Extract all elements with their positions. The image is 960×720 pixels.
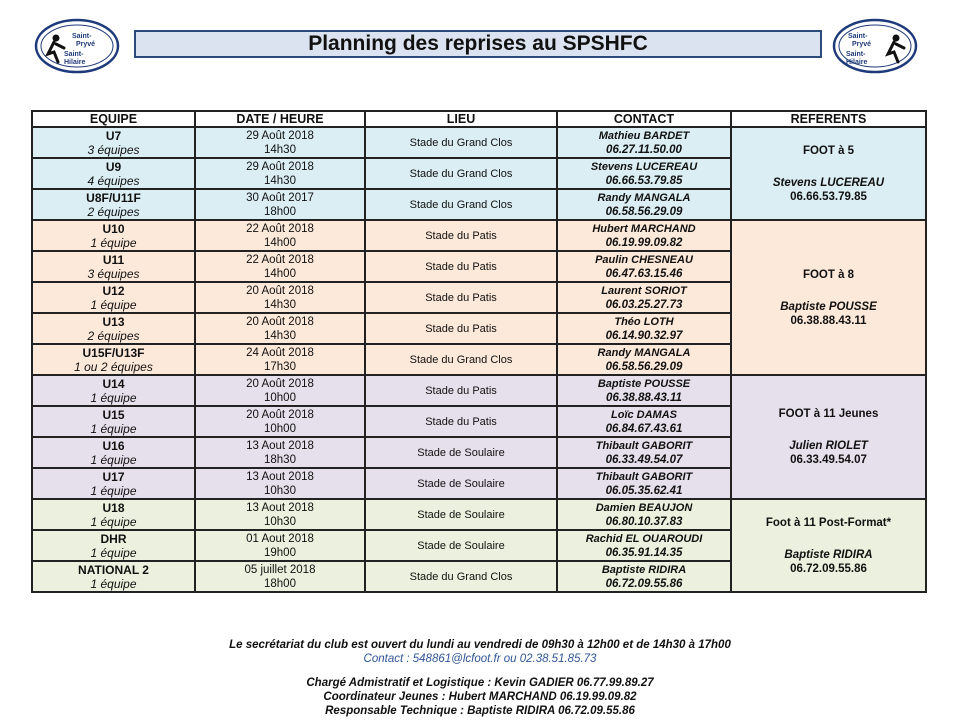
lieu-cell: Stade du Grand Clos bbox=[365, 189, 557, 220]
date-cell bbox=[195, 530, 365, 561]
lieu-cell: Stade du Patis bbox=[365, 313, 557, 344]
office-hours: Le secrétariat du club est ouvert du lundi au vendredi de 09h30 à 12h00 et de 14h30 à 17h00 bbox=[229, 639, 731, 651]
lieu-cell: Stade du Grand Clos bbox=[365, 127, 557, 158]
team-count: 1 équipe bbox=[90, 421, 137, 436]
lieu-cell: Stade de Soulaire bbox=[365, 468, 557, 499]
date: 20 Août 2018 bbox=[246, 408, 314, 421]
contact-name: Randy MANGALA bbox=[597, 191, 691, 204]
svg-text:Pryvé: Pryvé bbox=[852, 41, 872, 48]
time: 18h00 bbox=[264, 205, 296, 218]
time: 18h30 bbox=[264, 453, 296, 466]
lieu-cell: Stade de Soulaire bbox=[365, 530, 557, 561]
date: 29 Août 2018 bbox=[246, 160, 314, 173]
team-cell bbox=[32, 344, 195, 375]
contact-name: Rachid EL OUAROUDI bbox=[585, 532, 703, 545]
team-name: U18 bbox=[102, 500, 125, 515]
referent-phone: 06.38.88.43.11 bbox=[790, 314, 867, 327]
contact-cell bbox=[557, 282, 731, 313]
header-date: DATE / HEURE bbox=[195, 111, 365, 127]
contact-phone: 06.33.49.54.07 bbox=[605, 453, 683, 466]
contact-cell bbox=[557, 127, 731, 158]
team-name: U12 bbox=[102, 283, 125, 298]
svg-text:Saint-: Saint- bbox=[64, 51, 84, 58]
contact-phone: 06.35.91.14.35 bbox=[605, 546, 683, 559]
team-name: U15F/U13F bbox=[82, 345, 145, 360]
date-cell bbox=[195, 158, 365, 189]
contact-cell bbox=[557, 561, 731, 592]
referent-name: Baptiste POUSSE bbox=[780, 300, 877, 313]
referent-name: Julien RIOLET bbox=[789, 440, 868, 452]
lieu-cell: Stade du Patis bbox=[365, 375, 557, 406]
time: 14h00 bbox=[264, 267, 296, 280]
referent-category: FOOT à 8 bbox=[802, 268, 855, 281]
team-name: U7 bbox=[105, 128, 122, 143]
contact-name: Paulin CHESNEAU bbox=[595, 253, 693, 266]
svg-text:Saint-: Saint- bbox=[848, 33, 868, 40]
contact-cell bbox=[557, 530, 731, 561]
time: 14h30 bbox=[264, 298, 296, 311]
contact-cell bbox=[557, 189, 731, 220]
contact-name: Mathieu BARDET bbox=[598, 129, 690, 142]
time: 10h00 bbox=[264, 391, 296, 404]
date-cell bbox=[195, 499, 365, 530]
time: 10h30 bbox=[264, 484, 296, 497]
referent-name: Baptiste RIDIRA bbox=[784, 548, 873, 561]
team-name: NATIONAL 2 bbox=[78, 562, 149, 577]
date-cell bbox=[195, 468, 365, 499]
referent-category: FOOT à 5 bbox=[802, 144, 855, 157]
team-cell bbox=[32, 499, 195, 530]
contact-phone: 06.80.10.37.83 bbox=[605, 515, 683, 528]
team-cell bbox=[32, 437, 195, 468]
team-count: 1 équipe bbox=[90, 514, 137, 529]
time: 10h30 bbox=[264, 515, 296, 528]
date: 20 Août 2018 bbox=[246, 284, 314, 297]
date: 29 Août 2018 bbox=[246, 129, 314, 142]
date: 30 Août 2017 bbox=[246, 191, 314, 204]
club-logo-right bbox=[832, 18, 918, 74]
date: 20 Août 2018 bbox=[246, 315, 314, 328]
team-cell bbox=[32, 189, 195, 220]
date: 13 Aout 2018 bbox=[246, 501, 314, 514]
contact-phone: 06.27.11.50.00 bbox=[606, 143, 682, 156]
date: 24 Août 2018 bbox=[246, 346, 314, 359]
table-row bbox=[32, 375, 926, 406]
team-count: 1 ou 2 équipes bbox=[74, 359, 153, 374]
referent-cell bbox=[731, 220, 926, 375]
contact-cell bbox=[557, 158, 731, 189]
contact-cell bbox=[557, 375, 731, 406]
time: 14h30 bbox=[264, 143, 296, 156]
contact-cell bbox=[557, 468, 731, 499]
team-count: 2 équipes bbox=[87, 204, 140, 219]
date: 22 Août 2018 bbox=[246, 222, 314, 235]
team-name: U9 bbox=[105, 159, 122, 174]
contact-cell bbox=[557, 406, 731, 437]
date: 05 juillet 2018 bbox=[244, 563, 316, 576]
date-cell bbox=[195, 282, 365, 313]
contact-cell bbox=[557, 313, 731, 344]
date-cell bbox=[195, 189, 365, 220]
header-equipe: EQUIPE bbox=[32, 111, 195, 127]
team-count: 1 équipe bbox=[90, 452, 137, 467]
svg-text:Hilaire: Hilaire bbox=[64, 59, 86, 66]
contact-phone: 06.05.35.62.41 bbox=[605, 484, 683, 497]
contact-line: Contact : 548861@lcfoot.fr ou 02.38.51.85.73 bbox=[363, 653, 597, 665]
team-count: 3 équipes bbox=[87, 142, 140, 157]
header-contact: CONTACT bbox=[557, 111, 731, 127]
team-cell bbox=[32, 468, 195, 499]
date-cell bbox=[195, 406, 365, 437]
svg-text:Hilaire: Hilaire bbox=[846, 59, 868, 66]
contact-name: Thibault GABORIT bbox=[595, 470, 693, 483]
lieu-cell: Stade du Patis bbox=[365, 251, 557, 282]
contact-name: Théo LOTH bbox=[614, 315, 674, 328]
contact-cell bbox=[557, 220, 731, 251]
team-name: U11 bbox=[102, 252, 125, 267]
team-name: U10 bbox=[102, 221, 125, 236]
lieu-cell: Stade du Patis bbox=[365, 406, 557, 437]
team-cell bbox=[32, 220, 195, 251]
contact-phone: 06.14.90.32.97 bbox=[605, 329, 683, 342]
lieu-cell: Stade du Patis bbox=[365, 220, 557, 251]
date-cell bbox=[195, 344, 365, 375]
team-cell bbox=[32, 530, 195, 561]
contact-phone: 06.58.56.29.09 bbox=[605, 360, 683, 373]
date-cell bbox=[195, 251, 365, 282]
referent-name: Stevens LUCEREAU bbox=[772, 176, 885, 189]
referent-category: Foot à 11 Post-Format* bbox=[765, 516, 892, 529]
svg-text:Pryvé: Pryvé bbox=[76, 41, 96, 48]
team-name: U13 bbox=[102, 314, 125, 329]
team-cell bbox=[32, 251, 195, 282]
header-lieu: LIEU bbox=[365, 111, 557, 127]
date-cell bbox=[195, 375, 365, 406]
date: 22 Août 2018 bbox=[246, 253, 314, 266]
club-logo-left bbox=[34, 18, 120, 74]
team-count: 1 équipe bbox=[90, 545, 137, 560]
team-count: 3 équipes bbox=[87, 266, 140, 281]
contact-name: Thibault GABORIT bbox=[595, 439, 693, 452]
team-name: DHR bbox=[100, 531, 127, 546]
header-row bbox=[32, 111, 926, 127]
time: 18h00 bbox=[264, 577, 296, 590]
table-row bbox=[32, 499, 926, 530]
lieu-cell: Stade du Grand Clos bbox=[365, 561, 557, 592]
team-cell bbox=[32, 313, 195, 344]
contact-name: Hubert MARCHAND bbox=[592, 222, 696, 235]
team-cell bbox=[32, 127, 195, 158]
contact-cell bbox=[557, 437, 731, 468]
team-cell bbox=[32, 406, 195, 437]
team-cell bbox=[32, 282, 195, 313]
contact-name: Stevens LUCEREAU bbox=[590, 160, 698, 173]
contact-cell bbox=[557, 344, 731, 375]
date-cell bbox=[195, 313, 365, 344]
lieu-cell: Stade du Grand Clos bbox=[365, 158, 557, 189]
team-count: 1 équipe bbox=[90, 483, 137, 498]
referent-cell bbox=[731, 375, 926, 499]
contact-phone: 06.72.09.55.86 bbox=[605, 577, 683, 590]
contact-name: Randy MANGALA bbox=[597, 346, 691, 359]
referent-phone: 06.66.53.79.85 bbox=[790, 190, 867, 203]
team-count: 1 équipe bbox=[90, 235, 137, 250]
date-cell bbox=[195, 127, 365, 158]
referent-phone: 06.33.49.54.07 bbox=[790, 454, 867, 466]
referent-category: FOOT à 11 Jeunes bbox=[778, 408, 879, 420]
team-name: U14 bbox=[102, 376, 125, 391]
time: 14h00 bbox=[264, 236, 296, 249]
time: 10h00 bbox=[264, 422, 296, 435]
team-cell bbox=[32, 158, 195, 189]
svg-text:Saint-: Saint- bbox=[72, 33, 92, 40]
referent-cell bbox=[731, 127, 926, 220]
referent-cell bbox=[731, 499, 926, 592]
contact-phone: 06.47.63.15.46 bbox=[605, 267, 683, 280]
contact-phone: 06.66.53.79.85 bbox=[605, 174, 683, 187]
contact-phone: 06.58.56.29.09 bbox=[605, 205, 683, 218]
contact-phone: 06.03.25.27.73 bbox=[605, 298, 683, 311]
contact-name: Loïc DAMAS bbox=[611, 408, 677, 421]
team-count: 4 équipes bbox=[87, 173, 140, 188]
table-row bbox=[32, 127, 926, 158]
header-referents: REFERENTS bbox=[731, 111, 926, 127]
team-name: U15 bbox=[102, 407, 125, 422]
team-count: 2 équipes bbox=[87, 328, 140, 343]
lieu-cell: Stade du Patis bbox=[365, 282, 557, 313]
contact-cell bbox=[557, 499, 731, 530]
lieu-cell: Stade du Grand Clos bbox=[365, 344, 557, 375]
youth-coordinator: Coordinateur Jeunes : Hubert MARCHAND 06.19.99.09.82 bbox=[323, 691, 637, 703]
date: 13 Aout 2018 bbox=[246, 470, 314, 483]
team-name: U16 bbox=[102, 438, 125, 453]
team-name: U8F/U11F bbox=[86, 190, 141, 205]
date: 20 Août 2018 bbox=[246, 377, 314, 390]
contact-name: Damien BEAUJON bbox=[595, 501, 693, 514]
team-count: 1 équipe bbox=[90, 390, 137, 405]
date: 13 Aout 2018 bbox=[246, 439, 314, 452]
time: 19h00 bbox=[264, 546, 296, 559]
date: 01 Aout 2018 bbox=[246, 532, 314, 545]
time: 14h30 bbox=[264, 174, 296, 187]
page-title: Planning des reprises au SPSHFC bbox=[134, 30, 822, 58]
referent-phone: 06.72.09.55.86 bbox=[790, 562, 867, 575]
team-count: 1 équipe bbox=[90, 576, 137, 591]
contact-name: Baptiste RIDIRA bbox=[601, 563, 687, 576]
contact-name: Laurent SORIOT bbox=[601, 284, 687, 297]
team-count: 1 équipe bbox=[90, 297, 137, 312]
team-cell bbox=[32, 375, 195, 406]
contact-phone: 06.38.88.43.11 bbox=[606, 391, 682, 404]
lieu-cell: Stade de Soulaire bbox=[365, 499, 557, 530]
contact-phone: 06.19.99.09.82 bbox=[605, 236, 683, 249]
date-cell bbox=[195, 561, 365, 592]
svg-text:Saint-: Saint- bbox=[846, 51, 866, 58]
table-row bbox=[32, 220, 926, 251]
time: 17h30 bbox=[264, 360, 296, 373]
lieu-cell: Stade de Soulaire bbox=[365, 437, 557, 468]
schedule-table bbox=[31, 110, 927, 593]
contact-name: Baptiste POUSSE bbox=[597, 377, 691, 390]
technical-manager: Responsable Technique : Baptiste RIDIRA 06.72.09.55.86 bbox=[325, 705, 635, 717]
contact-cell bbox=[557, 251, 731, 282]
team-name: U17 bbox=[102, 469, 125, 484]
contact-phone: 06.84.67.43.61 bbox=[605, 422, 683, 435]
date-cell bbox=[195, 220, 365, 251]
team-cell bbox=[32, 561, 195, 592]
time: 14h30 bbox=[264, 329, 296, 342]
admin-contact: Chargé Admistratif et Logistique : Kevin GADIER 06.77.99.89.27 bbox=[306, 677, 654, 689]
date-cell bbox=[195, 437, 365, 468]
